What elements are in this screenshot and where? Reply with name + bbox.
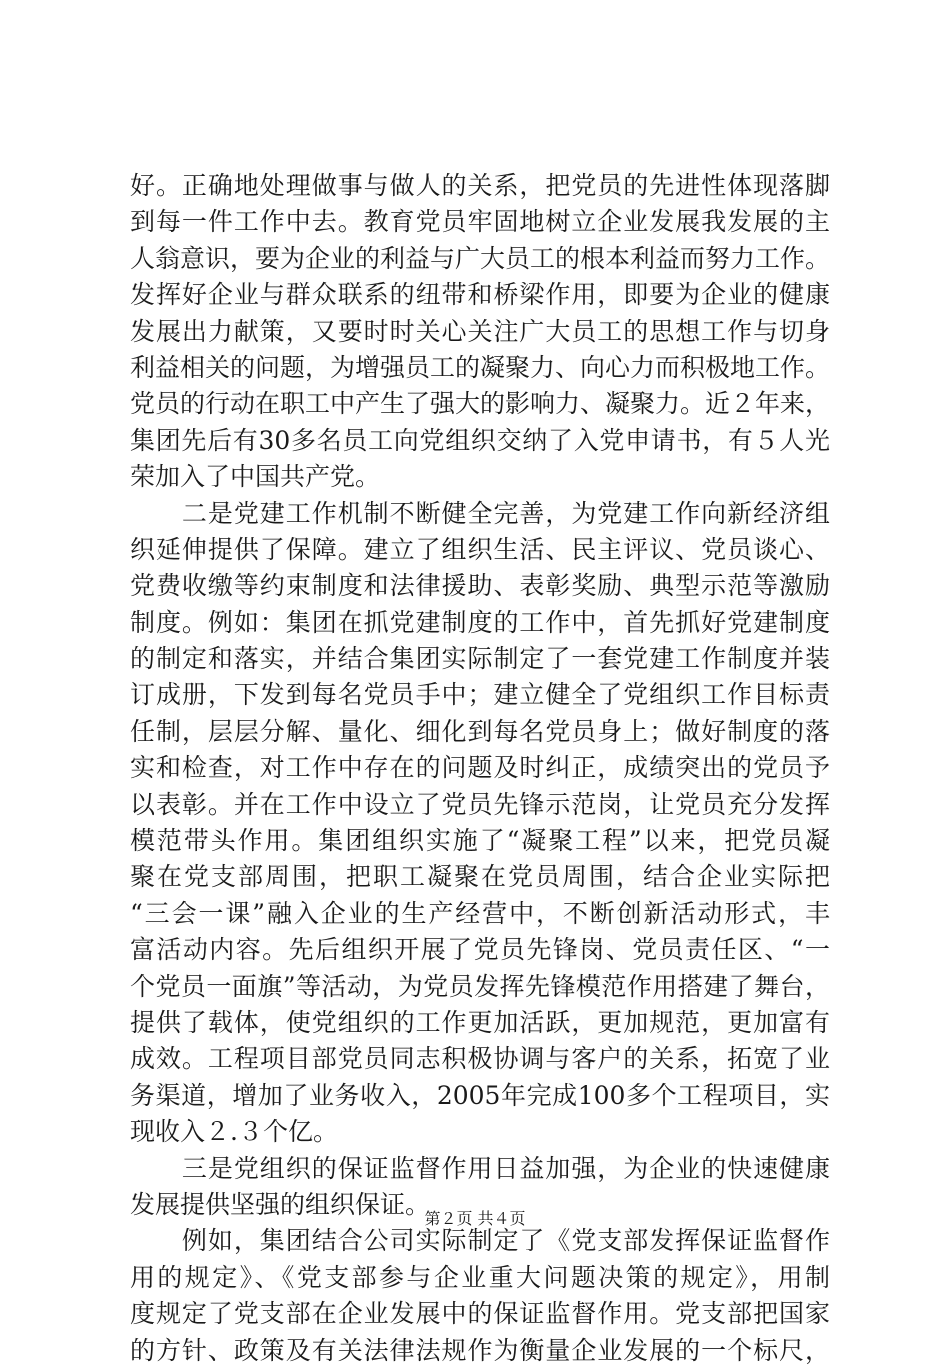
text-line (130, 496, 830, 532)
text-line (130, 386, 830, 422)
text-line (130, 459, 830, 495)
text-line (130, 1296, 830, 1332)
text-line (130, 714, 830, 750)
text-line (130, 932, 830, 968)
text-line-content: 的方针、政策及有关法律法规作为衡量企业发展的一个标尺， (130, 1335, 830, 1365)
text-line (130, 1260, 830, 1296)
text-line-content: 三是党组织的保证监督作用日益加强，为企业的快速健康 (130, 1153, 830, 1183)
text-line-content: 到每一件工作中去。教育党员牢固地树立企业发展我发展的主 (130, 207, 830, 237)
text-line-content: 聚在党支部周围，把职工凝聚在党员周围，结合企业实际把 (130, 862, 830, 892)
text-line (130, 423, 830, 459)
text-line (130, 823, 830, 859)
text-line-content: 发挥好企业与群众联系的纽带和桥梁作用，即要为企业的健康 (130, 280, 830, 310)
text-line-content: 荣加入了中国共产党。 (130, 462, 381, 492)
text-line (130, 1078, 830, 1114)
body-text (130, 168, 830, 1369)
text-line (130, 241, 830, 277)
text-line-content: 集团先后有30多名员工向党组织交纳了入党申请书，有５人光 (130, 425, 830, 455)
text-line (130, 168, 830, 204)
text-line (130, 859, 830, 895)
text-line-content: 发展出力献策，又要时时关心关注广大员工的思想工作与切身 (130, 316, 830, 346)
text-line-content: 提供了载体，使党组织的工作更加活跃，更加规范，更加富有 (130, 1007, 830, 1037)
text-line (130, 750, 830, 786)
text-line-content: 任制，层层分解、量化、细化到每名党员身上；做好制度的落 (130, 716, 830, 746)
page-footer: 第２页 共４页 (424, 1209, 526, 1228)
text-line-content: 制度。例如：集团在抓党建制度的工作中，首先抓好党建制度 (130, 607, 830, 637)
text-line (130, 641, 830, 677)
text-line (130, 350, 830, 386)
text-line-content: 织延伸提供了保障。建立了组织生活、民主评议、党员谈心、 (130, 534, 830, 564)
text-line-content: 富活动内容。先后组织开展了党员先锋岗、党员责任区、“一 (130, 935, 830, 965)
text-line (130, 568, 830, 604)
text-line-content: 党费收缴等约束制度和法律援助、表彰奖励、典型示范等激励 (130, 571, 830, 601)
text-line-content: 度规定了党支部在企业发展中的保证监督作用。党支部把国家 (130, 1299, 830, 1329)
text-line-content: 务渠道，增加了业务收入，2005年完成100多个工程项目，实 (130, 1080, 830, 1110)
text-line-content: 个党员一面旗”等活动，为党员发挥先锋模范作用搭建了舞台， (130, 971, 830, 1001)
text-line-content: “三会一课”融入企业的生产经营中，不断创新活动形式，丰 (130, 898, 830, 928)
text-line (130, 1151, 830, 1187)
text-line (130, 277, 830, 313)
text-line-content: 发展提供坚强的组织保证。 (130, 1189, 431, 1219)
text-line (130, 787, 830, 823)
text-line-content: 利益相关的问题，为增强员工的凝聚力、向心力而积极地工作。 (130, 352, 830, 382)
text-line (130, 314, 830, 350)
text-line-content: 现收入２.３个亿。 (130, 1117, 338, 1147)
text-line-content: 人翁意识，要为企业的利益与广大员工的根本利益而努力工作。 (130, 243, 830, 273)
text-line-content: 例如，集团结合公司实际制定了《党支部发挥保证监督作 (130, 1226, 830, 1256)
text-line-content: 订成册，下发到每名党员手中；建立健全了党组织工作目标责 (130, 680, 830, 710)
text-line-content: 好。正确地处理做事与做人的关系，把党员的先进性体现落脚 (130, 171, 830, 200)
text-line-content: 二是党建工作机制不断健全完善，为党建工作向新经济组 (130, 498, 830, 528)
text-line (130, 969, 830, 1005)
text-line-content: 模范带头作用。集团组织实施了“凝聚工程”以来，把党员凝 (130, 826, 830, 856)
text-line-content: 用的规定》、《党支部参与企业重大问题决策的规定》，用制 (130, 1262, 830, 1292)
text-line (130, 605, 830, 641)
text-line (130, 1114, 830, 1150)
text-line-content: 成效。工程项目部党员同志积极协调与客户的关系，拓宽了业 (130, 1044, 830, 1074)
text-line-content: 以表彰。并在工作中设立了党员先锋示范岗，让党员充分发挥 (130, 789, 830, 819)
text-line (130, 677, 830, 713)
text-line (130, 1005, 830, 1041)
text-line (130, 896, 830, 932)
text-line (130, 1041, 830, 1077)
text-line-content: 的制定和落实，并结合集团实际制定了一套党建工作制度并装 (130, 644, 830, 674)
text-line (130, 1333, 830, 1369)
text-line-content: 党员的行动在职工中产生了强大的影响力、凝聚力。近２年来， (130, 389, 830, 419)
text-line (130, 204, 830, 240)
text-line (130, 532, 830, 568)
text-line-content: 实和检查，对工作中存在的问题及时纠正，成绩突出的党员予 (130, 753, 830, 783)
